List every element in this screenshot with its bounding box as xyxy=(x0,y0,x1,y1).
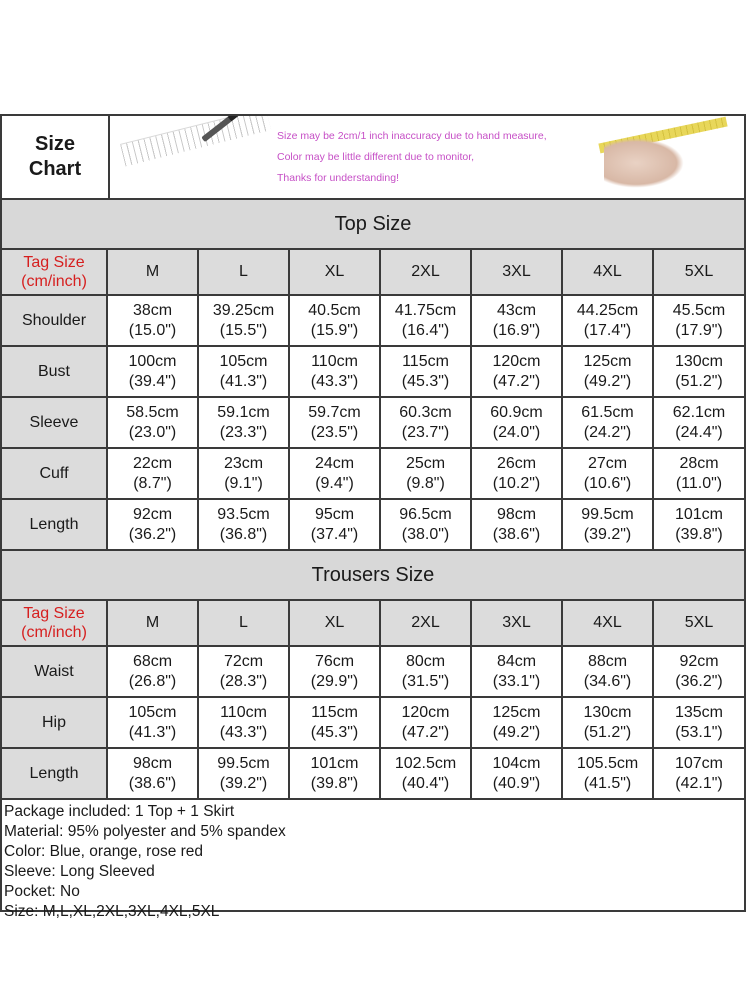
inch-value: (10.6") xyxy=(583,474,632,492)
cm-value: 102.5cm xyxy=(394,754,457,772)
measurement-cell xyxy=(380,646,471,697)
cm-value: 105cm xyxy=(128,703,177,721)
table-row xyxy=(2,697,744,748)
cm-value: 115cm xyxy=(402,352,449,370)
inch-value: (38.6") xyxy=(128,774,177,792)
inch-value: (41.3") xyxy=(219,372,268,390)
table-row xyxy=(2,448,744,499)
inch-value: (45.3") xyxy=(310,723,359,741)
cm-value: 41.75cm xyxy=(394,301,457,319)
measurement-cell xyxy=(198,448,289,499)
cm-value: 98cm xyxy=(496,505,537,523)
measurement-cell xyxy=(198,499,289,550)
cm-value: 44.25cm xyxy=(576,301,639,319)
cm-value: 100cm xyxy=(128,352,177,370)
inch-value: (23.3") xyxy=(219,423,268,441)
inch-value: (43.3") xyxy=(310,372,359,390)
inch-value: (49.2") xyxy=(492,723,541,741)
cm-value: 45.5cm xyxy=(672,301,726,319)
measurement-cell xyxy=(107,748,198,799)
measurement-cell xyxy=(471,346,562,397)
cm-value: 88cm xyxy=(587,652,628,670)
trousers-size-table xyxy=(2,601,744,800)
measurement-cell xyxy=(198,748,289,799)
inch-value: (17.9") xyxy=(675,321,723,339)
cm-value: 59.7cm xyxy=(308,403,361,421)
measurement-cell xyxy=(380,346,471,397)
measurement-cell xyxy=(289,295,380,346)
cm-value: 80cm xyxy=(405,652,446,670)
chart-title xyxy=(2,116,110,198)
measurement-cell xyxy=(562,499,653,550)
measurement-cell xyxy=(289,448,380,499)
measurement-cell xyxy=(107,397,198,448)
measurement-cell xyxy=(653,346,744,397)
cm-value: 23cm xyxy=(223,454,264,472)
inch-value: (33.1") xyxy=(492,672,541,690)
inch-value: (29.9") xyxy=(310,672,359,690)
measurement-cell xyxy=(471,448,562,499)
measurement-cell xyxy=(653,397,744,448)
chart-title-line2: Chart xyxy=(28,158,82,180)
inch-value: (23.5") xyxy=(310,423,359,441)
inch-value: (36.2") xyxy=(675,672,723,690)
measurement-cell xyxy=(107,499,198,550)
inch-value: (15.9") xyxy=(310,321,359,339)
hand-image xyxy=(604,138,684,188)
inch-value: (45.3") xyxy=(401,372,450,390)
inch-value: (23.7") xyxy=(401,423,450,441)
cm-value: 25cm xyxy=(405,454,446,472)
measurement-banner xyxy=(110,116,744,198)
inch-value: (40.9") xyxy=(492,774,541,792)
note-line: Color may be little different due to monitor, xyxy=(277,151,475,163)
measurement-cell xyxy=(107,346,198,397)
description-line: Material: 95% polyester and 5% spandex xyxy=(4,823,286,840)
cm-value: 92cm xyxy=(132,505,173,523)
measurement-cell xyxy=(107,448,198,499)
cm-value: 101cm xyxy=(674,505,724,523)
measurement-cell xyxy=(562,697,653,748)
measurement-cell xyxy=(289,697,380,748)
size-column-header: 2XL xyxy=(380,250,471,295)
banner-notes xyxy=(277,126,547,189)
cm-value: 125cm xyxy=(492,703,541,721)
measurement-label: Sleeve xyxy=(2,397,107,448)
measurement-cell xyxy=(562,748,653,799)
inch-value: (23.0") xyxy=(128,423,177,441)
measurement-cell xyxy=(471,748,562,799)
cm-value: 58.5cm xyxy=(126,403,179,421)
cm-value: 39.25cm xyxy=(212,301,275,319)
cm-value: 107cm xyxy=(674,754,724,772)
inch-value: (47.2") xyxy=(492,372,541,390)
measurement-cell xyxy=(471,397,562,448)
measurement-cell xyxy=(198,697,289,748)
cm-value: 60.3cm xyxy=(399,403,452,421)
cm-value: 26cm xyxy=(496,454,537,472)
measurement-cell xyxy=(380,448,471,499)
inch-value: (10.2") xyxy=(492,474,541,492)
cm-value: 130cm xyxy=(674,352,724,370)
measurement-label: Bust xyxy=(2,346,107,397)
cm-value: 24cm xyxy=(314,454,355,472)
measurement-cell xyxy=(289,499,380,550)
measurement-cell xyxy=(107,697,198,748)
description-line: Package included: 1 Top + 1 Skirt xyxy=(4,803,235,820)
size-chart xyxy=(0,114,746,920)
cm-value: 22cm xyxy=(132,454,173,472)
table-row xyxy=(2,499,744,550)
cm-value: 43cm xyxy=(496,301,537,319)
measurement-cell xyxy=(380,499,471,550)
size-header-row xyxy=(2,250,744,295)
measurement-label: Waist xyxy=(2,646,107,697)
chart-title-line1: Size xyxy=(34,133,76,155)
size-column-header: L xyxy=(198,601,289,646)
measurement-cell xyxy=(471,499,562,550)
inch-value: (15.5") xyxy=(219,321,268,339)
inch-value: (41.5") xyxy=(583,774,632,792)
inch-value: (26.8") xyxy=(128,672,177,690)
cm-value: 135cm xyxy=(674,703,724,721)
chart-header xyxy=(2,116,744,200)
measurement-cell xyxy=(198,295,289,346)
inch-value: (36.2") xyxy=(128,525,177,543)
cm-value: 110cm xyxy=(220,703,267,721)
inch-value: (47.2") xyxy=(401,723,450,741)
inch-value: (31.5") xyxy=(401,672,450,690)
inch-value: (42.1") xyxy=(675,774,723,792)
cm-value: 62.1cm xyxy=(672,403,726,421)
inch-value: (51.2") xyxy=(583,723,632,741)
inch-value: (17.4") xyxy=(583,321,632,339)
size-column-header: 3XL xyxy=(471,601,562,646)
top-size-title: Top Size xyxy=(2,200,744,250)
measurement-cell xyxy=(471,295,562,346)
measurement-label: Hip xyxy=(2,697,107,748)
cm-value: 38cm xyxy=(132,301,173,319)
cm-value: 27cm xyxy=(587,454,628,472)
inch-value: (8.7") xyxy=(133,474,172,492)
measurement-cell xyxy=(289,748,380,799)
inch-value: (16.4") xyxy=(401,321,450,339)
measurement-cell xyxy=(471,697,562,748)
cm-value: 95cm xyxy=(314,505,355,523)
inch-value: (39.4") xyxy=(128,372,177,390)
table-row xyxy=(2,295,744,346)
size-header-row xyxy=(2,601,744,646)
cm-value: 105.5cm xyxy=(576,754,639,772)
inch-value: (16.9") xyxy=(492,321,541,339)
measurement-cell xyxy=(562,397,653,448)
cm-value: 120cm xyxy=(492,352,541,370)
description-line: Size: M,L,XL,2XL,3XL,4XL,5XL xyxy=(4,903,220,920)
table-row xyxy=(2,646,744,697)
cm-value: 92cm xyxy=(679,652,719,670)
inch-value: (15.0") xyxy=(128,321,177,339)
measurement-cell xyxy=(380,748,471,799)
tag-size-label: Tag Size (cm/inch) xyxy=(2,250,107,295)
size-column-header: XL xyxy=(289,601,380,646)
measurement-cell xyxy=(380,295,471,346)
ruler-icon xyxy=(120,116,271,166)
description-line: Pocket: No xyxy=(4,883,80,900)
inch-value: (51.2") xyxy=(675,372,723,390)
table-row xyxy=(2,397,744,448)
size-column-header: 4XL xyxy=(562,601,653,646)
inch-value: (53.1") xyxy=(675,723,723,741)
table-row xyxy=(2,748,744,799)
inch-value: (9.1") xyxy=(224,474,263,492)
cm-value: 59.1cm xyxy=(217,403,270,421)
measurement-cell xyxy=(107,646,198,697)
size-column-header: 2XL xyxy=(380,601,471,646)
measurement-cell xyxy=(380,397,471,448)
cm-value: 105cm xyxy=(219,352,268,370)
measurement-cell xyxy=(653,697,744,748)
measurement-cell xyxy=(653,499,744,550)
inch-value: (39.2") xyxy=(583,525,632,543)
measurement-cell xyxy=(289,646,380,697)
measurement-cell xyxy=(107,295,198,346)
description-line: Sleeve: Long Sleeved xyxy=(4,863,155,880)
cm-value: 130cm xyxy=(583,703,632,721)
measurement-label: Length xyxy=(2,499,107,550)
measurement-cell xyxy=(562,646,653,697)
cm-value: 99.5cm xyxy=(217,754,270,772)
table-row xyxy=(2,346,744,397)
trousers-size-title: Trousers Size xyxy=(2,549,744,601)
top-size-table xyxy=(2,250,744,551)
size-column-header: 5XL xyxy=(653,601,744,646)
cm-value: 115cm xyxy=(311,703,358,721)
inch-value: (39.2") xyxy=(219,774,268,792)
size-column-header: 5XL xyxy=(653,250,744,295)
cm-value: 104cm xyxy=(492,754,541,772)
cm-value: 61.5cm xyxy=(581,403,634,421)
size-column-header: XL xyxy=(289,250,380,295)
measurement-label: Cuff xyxy=(2,448,107,499)
cm-value: 99.5cm xyxy=(581,505,634,523)
inch-value: (40.4") xyxy=(401,774,450,792)
measurement-cell xyxy=(289,346,380,397)
measurement-cell xyxy=(289,397,380,448)
size-column-header: M xyxy=(107,601,198,646)
measurement-cell xyxy=(471,646,562,697)
inch-value: (24.2") xyxy=(583,423,632,441)
cm-value: 96.5cm xyxy=(399,505,452,523)
size-column-header: L xyxy=(198,250,289,295)
cm-value: 110cm xyxy=(311,352,358,370)
note-line: Thanks for understanding! xyxy=(277,172,399,184)
measurement-cell xyxy=(562,346,653,397)
cm-value: 40.5cm xyxy=(308,301,361,319)
cm-value: 120cm xyxy=(401,703,450,721)
cm-value: 84cm xyxy=(496,652,537,670)
inch-value: (34.6") xyxy=(583,672,632,690)
inch-value: (36.8") xyxy=(219,525,268,543)
measurement-cell xyxy=(562,295,653,346)
measurement-label: Shoulder xyxy=(2,295,107,346)
measurement-cell xyxy=(198,646,289,697)
size-column-header: M xyxy=(107,250,198,295)
inch-value: (28.3") xyxy=(219,672,268,690)
measurement-cell xyxy=(653,646,744,697)
inch-value: (9.8") xyxy=(406,474,445,492)
cm-value: 125cm xyxy=(583,352,632,370)
inch-value: (11.0") xyxy=(675,474,723,492)
cm-value: 60.9cm xyxy=(490,403,543,421)
measurement-cell xyxy=(653,448,744,499)
inch-value: (37.4") xyxy=(310,525,359,543)
cm-value: 98cm xyxy=(132,754,173,772)
cm-value: 28cm xyxy=(679,454,719,472)
cm-value: 68cm xyxy=(132,652,173,670)
cm-value: 72cm xyxy=(223,652,264,670)
inch-value: (24.4") xyxy=(675,423,723,441)
description-line: Color: Blue, orange, rose red xyxy=(4,843,204,860)
measurement-cell xyxy=(653,295,744,346)
measurement-cell xyxy=(653,748,744,799)
measurement-cell xyxy=(198,397,289,448)
measurement-cell xyxy=(380,697,471,748)
size-column-header: 3XL xyxy=(471,250,562,295)
size-column-header: 4XL xyxy=(562,250,653,295)
cm-value: 101cm xyxy=(310,754,359,772)
inch-value: (49.2") xyxy=(583,372,632,390)
inch-value: (41.3") xyxy=(128,723,177,741)
inch-value: (9.4") xyxy=(315,474,354,492)
cm-value: 76cm xyxy=(314,652,355,670)
inch-value: (38.0") xyxy=(401,525,450,543)
product-description xyxy=(2,798,744,924)
inch-value: (39.8") xyxy=(310,774,359,792)
tag-size-label: Tag Size (cm/inch) xyxy=(2,601,107,646)
note-line: Size may be 2cm/1 inch inaccuracy due to hand measure, xyxy=(277,130,547,142)
inch-value: (24.0") xyxy=(492,423,541,441)
inch-value: (39.8") xyxy=(675,525,723,543)
measurement-cell xyxy=(562,448,653,499)
inch-value: (38.6") xyxy=(492,525,541,543)
cm-value: 93.5cm xyxy=(217,505,270,523)
inch-value: (43.3") xyxy=(219,723,268,741)
measurement-label: Length xyxy=(2,748,107,799)
measurement-cell xyxy=(198,346,289,397)
